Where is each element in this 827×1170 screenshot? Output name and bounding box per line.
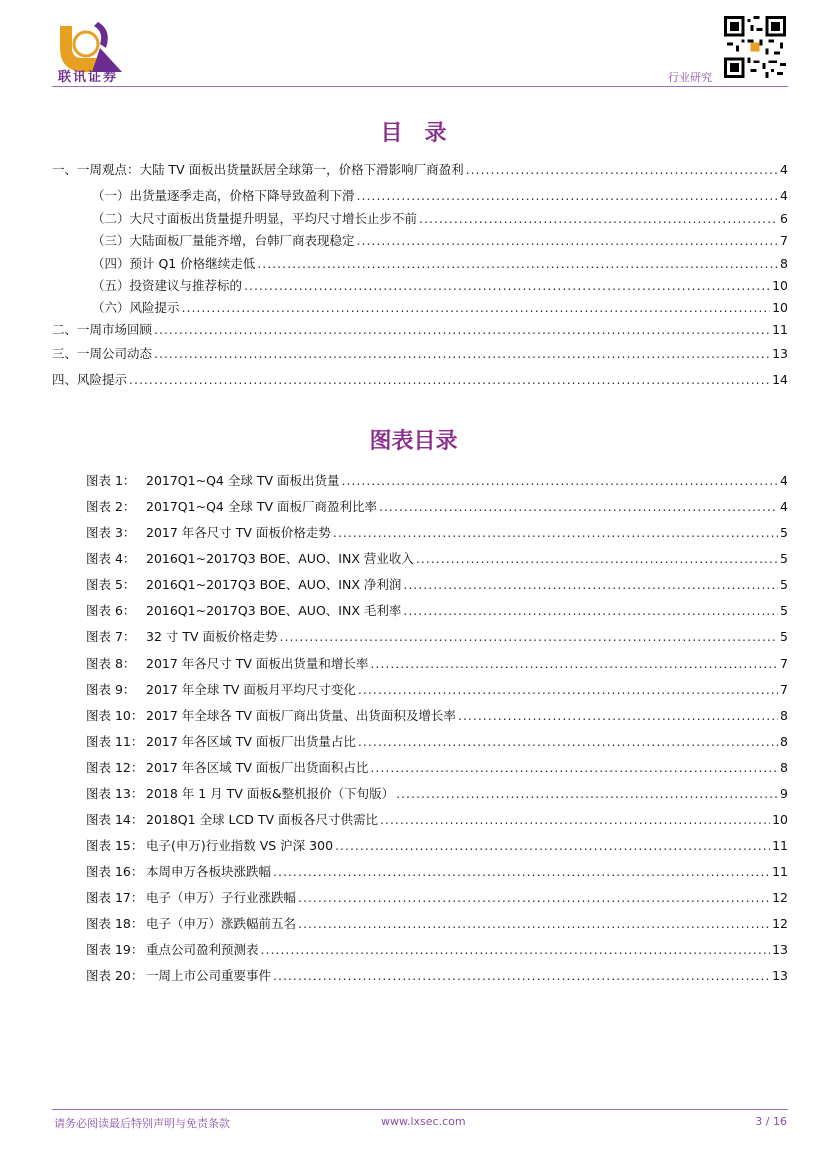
toc-entry-label: 一、一周观点：大陆 TV 面板出货量跃居全球第一，价格下滑影响厂商盈利	[52, 162, 464, 177]
toc-entry-label: （六）风险提示	[92, 300, 180, 315]
dot-leader	[403, 577, 778, 593]
toc-entry[interactable]	[92, 233, 788, 249]
toc-entry-page: 8	[780, 256, 788, 271]
chart-toc-page: 5	[780, 551, 788, 566]
chart-toc-label: 一周上市公司重要事件	[146, 968, 272, 983]
footer-website: www.lxsec.com	[381, 1115, 466, 1128]
toc-entry[interactable]	[92, 256, 788, 272]
chart-toc-label: 2017 年各区域 TV 面板厂出货量占比	[146, 734, 356, 749]
dot-leader	[280, 629, 779, 645]
dot-leader	[298, 890, 770, 906]
chart-toc-label: 2016Q1~2017Q3 BOE、AUO、INX 毛利率	[146, 603, 402, 618]
toc-entry-label: 四、风险提示	[52, 372, 128, 387]
chart-number: 图表 20：	[86, 968, 144, 983]
chart-toc-page: 9	[780, 786, 788, 801]
chart-toc-entry[interactable]	[86, 551, 788, 567]
chart-toc-entry[interactable]	[86, 577, 788, 593]
dot-leader	[358, 682, 778, 698]
chart-toc-entry[interactable]	[86, 708, 788, 724]
chart-toc-entry[interactable]	[86, 968, 788, 984]
chart-number: 图表 19：	[86, 942, 144, 957]
chart-toc-page: 8	[780, 708, 788, 723]
chart-toc-label: 2017 年各尺寸 TV 面板价格走势	[146, 525, 331, 540]
chart-number: 图表 5：	[86, 577, 136, 592]
chart-toc-entry[interactable]	[86, 629, 788, 645]
chart-toc-page: 5	[780, 629, 788, 644]
chart-toc-label: 2017Q1~Q4 全球 TV 面板厂商盈利比率	[146, 499, 377, 514]
chart-toc-entry[interactable]	[86, 656, 788, 672]
chart-toc-page: 13	[772, 968, 788, 983]
chart-toc-page: 11	[772, 864, 788, 879]
chart-number: 图表 8：	[86, 656, 136, 671]
chart-toc-label: 2017 年全球各 TV 面板厂商出货量、出货面积及增长率	[146, 708, 456, 723]
chart-toc-entry[interactable]	[86, 786, 788, 802]
chart-toc-label: 2017 年全球 TV 面板月平均尺寸变化	[146, 682, 356, 697]
chart-toc-entry[interactable]	[86, 838, 788, 854]
toc-entry-page: 7	[780, 233, 788, 248]
dot-leader	[357, 233, 779, 249]
toc-entry[interactable]	[52, 346, 788, 362]
dot-leader	[154, 346, 770, 362]
dot-leader	[335, 838, 770, 854]
chart-toc-entry[interactable]	[86, 499, 788, 515]
header-divider	[52, 86, 788, 87]
dot-leader	[129, 372, 770, 388]
chart-number: 图表 18：	[86, 916, 144, 931]
dot-leader	[358, 734, 778, 750]
chart-toc-label: 2017 年各尺寸 TV 面板出货量和增长率	[146, 656, 369, 671]
chart-number: 图表 13：	[86, 786, 144, 801]
chart-number: 图表 6：	[86, 603, 136, 618]
chart-toc-page: 8	[780, 760, 788, 775]
toc-entry-page: 13	[772, 346, 788, 361]
toc-entry-page: 10	[772, 300, 788, 315]
toc-entry-page: 10	[772, 278, 788, 293]
chart-number: 图表 14：	[86, 812, 144, 827]
chart-toc-entry[interactable]	[86, 890, 788, 906]
toc-entry[interactable]	[52, 162, 788, 178]
toc-entry-page: 14	[772, 372, 788, 387]
dot-leader	[244, 278, 770, 294]
chart-number: 图表 15：	[86, 838, 144, 853]
dot-leader	[257, 256, 778, 272]
chart-toc-page: 5	[780, 577, 788, 592]
dot-leader	[379, 499, 778, 515]
dot-leader	[357, 188, 779, 204]
chart-toc-label: 2018Q1 全球 LCD TV 面板各尺寸供需比	[146, 812, 379, 827]
chart-number: 图表 7：	[86, 629, 136, 644]
chart-toc-page: 11	[772, 838, 788, 853]
toc-entry[interactable]	[52, 372, 788, 388]
dot-leader	[370, 656, 778, 672]
chart-toc-label: 2016Q1~2017Q3 BOE、AUO、INX 营业收入	[146, 551, 414, 566]
chart-number: 图表 9：	[86, 682, 136, 697]
chart-toc-page: 5	[780, 603, 788, 618]
chart-toc-label: 电子(申万)行业指数 VS 沪深 300	[146, 838, 334, 853]
chart-toc-label: 重点公司盈利预测表	[146, 942, 259, 957]
chart-toc-page: 13	[772, 942, 788, 957]
chart-toc-page: 5	[780, 525, 788, 540]
chart-number: 图表 4：	[86, 551, 136, 566]
toc-entry-page: 11	[772, 322, 788, 337]
chart-toc-label: 电子（申万）子行业涨跌幅	[146, 890, 297, 905]
dot-leader	[466, 162, 778, 178]
chart-number: 图表 12：	[86, 760, 144, 775]
chart-toc-entry[interactable]	[86, 942, 788, 958]
toc-entry-label: 二、一周市场回顾	[52, 322, 153, 337]
chart-toc-title: 图表目录	[369, 429, 458, 454]
toc-entry-label: （三）大陆面板厂量能齐增，台韩厂商表现稳定	[92, 233, 355, 248]
chart-toc-page: 4	[780, 473, 788, 488]
toc-entry[interactable]	[92, 188, 788, 204]
toc-entry-label: 三、一周公司动态	[52, 346, 153, 361]
dot-leader	[403, 603, 778, 619]
chart-toc-page: 8	[780, 734, 788, 749]
dot-leader	[396, 786, 778, 802]
chart-toc-page: 7	[780, 656, 788, 671]
toc-entry-label: （四）预计 Q1 价格继续走低	[92, 256, 256, 271]
toc-entry-page: 4	[780, 188, 788, 203]
chart-toc-page: 7	[780, 682, 788, 697]
toc-entry-page: 6	[780, 211, 788, 226]
chart-toc-entry[interactable]	[86, 864, 788, 880]
chart-toc-entry[interactable]	[86, 812, 788, 828]
chart-toc-entry[interactable]	[86, 682, 788, 698]
qr-code-icon	[724, 16, 786, 78]
chart-toc-entry[interactable]	[86, 525, 788, 541]
chart-number: 图表 1：	[86, 473, 136, 488]
dot-leader	[370, 760, 778, 776]
toc-entry-label: （五）投资建议与推荐标的	[92, 278, 243, 293]
chart-toc-entry[interactable]	[86, 473, 788, 489]
toc-entry-label: （二）大尺寸面板出货量提升明显，平均尺寸增长止步不前	[92, 211, 418, 226]
toc-entry[interactable]	[92, 211, 788, 227]
toc-entry-page: 4	[780, 162, 788, 177]
report-type-label: 行业研究	[668, 71, 712, 84]
chart-number: 图表 17：	[86, 890, 144, 905]
dot-leader	[298, 916, 770, 932]
chart-toc-label: 32 寸 TV 面板价格走势	[146, 629, 278, 644]
chart-toc-label: 2017 年各区域 TV 面板厂出货面积占比	[146, 760, 369, 775]
chart-toc-page: 10	[772, 812, 788, 827]
toc-entry[interactable]	[92, 278, 788, 294]
company-name: 联讯证券	[58, 70, 119, 85]
chart-toc-entry[interactable]	[86, 734, 788, 750]
dot-leader	[273, 864, 770, 880]
dot-leader	[419, 211, 778, 227]
dot-leader	[182, 300, 771, 316]
dot-leader	[333, 525, 778, 541]
footer-disclaimer: 请务必阅读最后特别声明与免责条款	[54, 1117, 230, 1130]
chart-number: 图表 10：	[86, 708, 144, 723]
chart-number: 图表 3：	[86, 525, 136, 540]
toc-entry[interactable]	[92, 300, 788, 316]
chart-toc-label: 2018 年 1 月 TV 面板&整机报价（下旬版）	[146, 786, 395, 801]
toc-entry[interactable]	[52, 322, 788, 338]
chart-toc-page: 4	[780, 499, 788, 514]
chart-toc-label: 本周申万各板块涨跌幅	[146, 864, 272, 879]
chart-toc-label: 2016Q1~2017Q3 BOE、AUO、INX 净利润	[146, 577, 402, 592]
chart-number: 图表 16：	[86, 864, 144, 879]
chart-number: 图表 11：	[86, 734, 144, 749]
dot-leader	[458, 708, 778, 724]
dot-leader	[341, 473, 778, 489]
dot-leader	[273, 968, 770, 984]
footer-divider	[52, 1109, 788, 1110]
toc-title: 目 录	[380, 121, 447, 146]
dot-leader	[380, 812, 770, 828]
chart-toc-page: 12	[772, 890, 788, 905]
toc-entry-label: （一）出货量逐季走高，价格下降导致盈利下滑	[92, 188, 355, 203]
dot-leader	[154, 322, 770, 338]
chart-number: 图表 2：	[86, 499, 136, 514]
dot-leader	[416, 551, 778, 567]
chart-toc-label: 电子（申万）涨跌幅前五名	[146, 916, 297, 931]
dot-leader	[261, 942, 771, 958]
chart-toc-label: 2017Q1~Q4 全球 TV 面板出货量	[146, 473, 340, 488]
chart-toc-entry[interactable]	[86, 603, 788, 619]
chart-toc-entry[interactable]	[86, 760, 788, 776]
chart-toc-page: 12	[772, 916, 788, 931]
page-indicator: 3 / 16	[755, 1115, 787, 1128]
chart-toc-entry[interactable]	[86, 916, 788, 932]
